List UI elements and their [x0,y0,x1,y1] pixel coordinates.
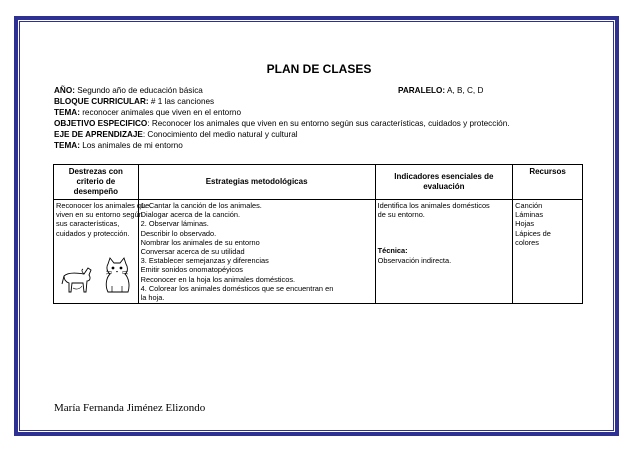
bloque-value: # 1 las canciones [148,97,215,106]
author-footer: María Fernanda Jiménez Elizondo [54,402,206,414]
estrategia-line: Reconocer en la hoja los animales domésticos. [140,274,296,284]
paralelo-value: A, B, C, D [445,86,484,95]
estrategia-line: Describir lo observado. [140,228,217,238]
bloque-label: BLOQUE CURRICULAR: [54,97,149,106]
eje-label: EJE DE APRENDIZAJE [54,130,143,139]
recurso-line: Láminas [515,210,544,220]
lesson-plan-table [53,164,583,304]
cell-destrezas [54,200,150,304]
recurso-line: Hojas [515,219,535,229]
estrategia-line: la hoja. [140,293,165,303]
table-row [54,200,583,304]
paralelo-line [398,86,483,97]
eje-line [54,130,594,141]
anio-label: AÑO: [54,86,75,95]
estrategia-line: 1. Cantar la canción de los animales. [140,201,262,210]
estrategia-line: Nombrar los animales de su entorno [140,237,260,247]
recurso-line: Lápices de [515,228,551,238]
anio-line [54,86,594,97]
cell-indicadores [375,200,513,304]
header-recursos: Recursos [513,165,583,200]
tema2-label: TEMA: [54,141,80,150]
indicador-line: de su entorno. [377,210,425,220]
destreza-line: sus características, [56,219,120,229]
destreza-line: cuidados y protección. [56,228,130,238]
recurso-line: Canción [515,201,543,210]
header-destrezas: Destrezas con criterio de desempeño [54,165,139,200]
destreza-line: viven en su entorno según [56,210,143,220]
estrategia-line: Conversar acerca de su utilidad [140,247,245,257]
objetivo-value: : Reconocer los animales que viven en su entorno según sus características, cuidados y protección. [147,119,510,128]
bloque-line [54,97,594,108]
table-header-row [54,165,583,200]
cell-estrategias [138,200,375,304]
recurso-line: colores [515,237,539,247]
objetivo-label: OBJETIVO ESPECIFICO [54,119,148,128]
estrategia-line: Emitir sonidos onomatopéyicos [140,265,243,275]
tecnica-label: Técnica: [377,246,408,256]
estrategia-line: 2. Observar láminas. [140,219,209,229]
estrategia-line: Dialogar acerca de la canción. [140,210,241,220]
tema-label: TEMA: [54,108,80,117]
tema-line [54,108,594,119]
indicador-line: Identifica los animales domésticos [377,201,490,210]
tema-value: reconocer animales que viven en el entorno [79,108,242,117]
tema2-line [54,141,594,152]
tema2-value: Los animales de mi entorno [79,141,183,150]
destreza-line: Reconocer los animales que [56,201,150,210]
estrategia-line: 3. Establecer semejanzas y diferencias [140,256,269,266]
document-title: PLAN DE CLASES [266,62,372,76]
animals-illustration [60,244,136,296]
header-indicadores: Indicadores esenciales de evaluación [375,165,513,200]
objetivo-line [54,119,594,130]
eje-value: : Conocimiento del medio natural y cultural [142,130,298,139]
anio-value: Segundo año de educación básica [74,86,203,95]
cat-icon [102,256,132,296]
header-estrategias: Estrategias metodológicas [138,165,375,200]
paralelo-label: PARALELO: [398,86,446,95]
spacer [378,219,511,246]
tecnica-value: Observación indirecta. [377,255,452,265]
horse-icon [60,262,96,296]
cell-recursos [513,200,583,304]
estrategia-line: 4. Colorear los animales domésticos que se encuentran en [140,283,334,293]
